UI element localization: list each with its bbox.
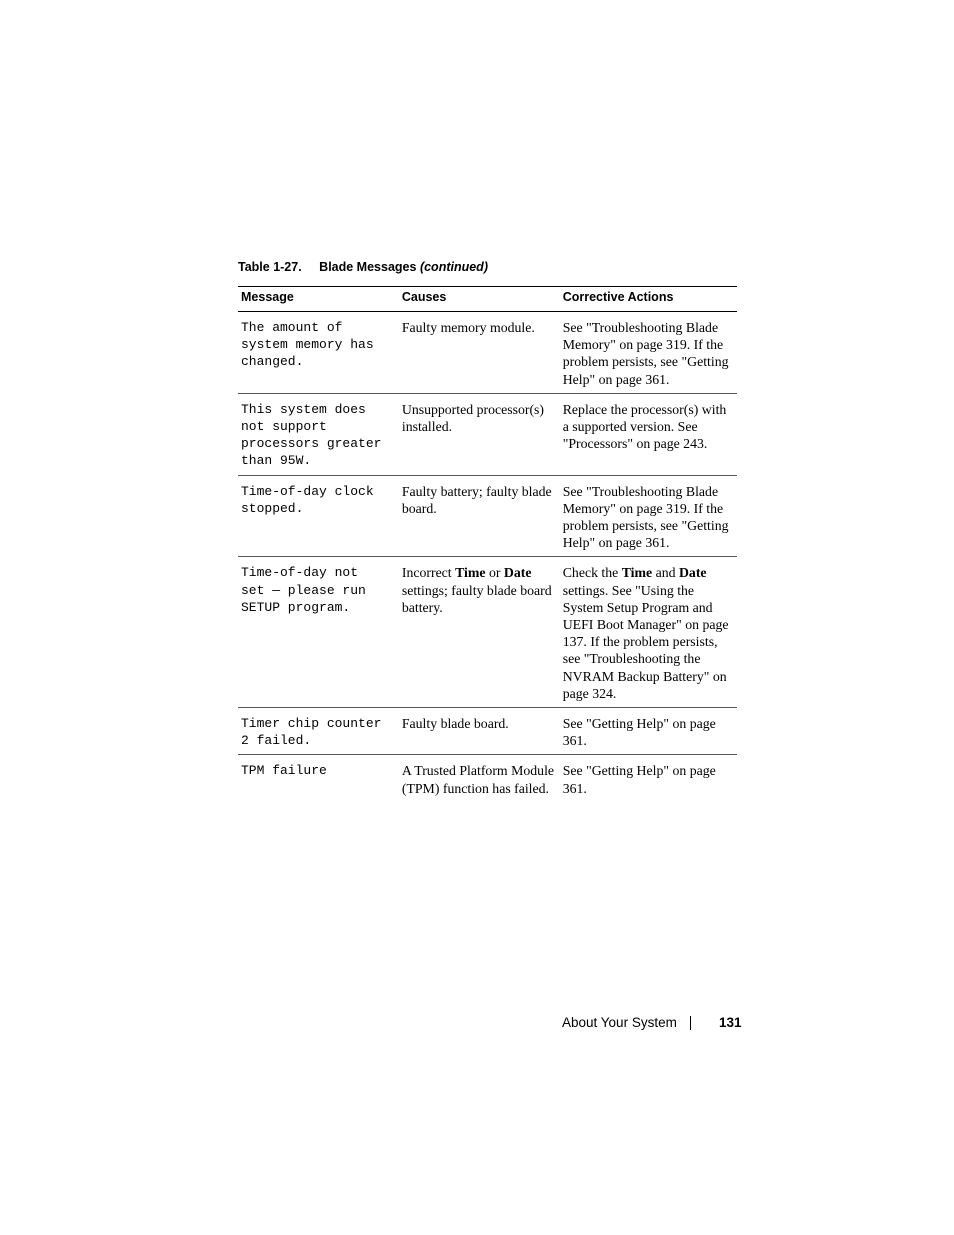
table-row [238, 755, 737, 802]
actions-text: settings. See "Using the System Setup Program and UEFI Boot Manager" on page 137. If the problem persists, see "Troubleshooting the NVRAM Backup Battery" on page 324. [562, 582, 729, 701]
header-causes: Causes [399, 287, 560, 312]
causes-text: or [485, 565, 504, 581]
actions-text: Check the [562, 565, 622, 581]
actions-cell [560, 557, 737, 708]
causes-cell: Faulty battery; faulty blade board. [399, 475, 560, 557]
table-row [238, 393, 737, 475]
causes-cell: Unsupported processor(s) installed. [399, 393, 560, 475]
table-title: Blade Messages [319, 260, 417, 274]
blade-messages-table [238, 286, 737, 802]
causes-cell: Faulty memory module. [399, 312, 560, 394]
table-continued-label: (continued) [419, 260, 488, 274]
message-cell: This system does not support processors greater than 95W. [238, 393, 399, 475]
causes-cell [399, 557, 560, 708]
table-row [238, 557, 737, 708]
message-cell: TPM failure [241, 763, 327, 779]
actions-cell: See "Getting Help" on page 361. [562, 763, 716, 796]
footer-section-title: About Your System [562, 1015, 677, 1030]
table-row [238, 475, 737, 557]
footer-divider [690, 1016, 691, 1030]
actions-cell: See "Troubleshooting Blade Memory" on page 319. If the problem persists, see "Getting Help" on page 361. [560, 312, 737, 394]
time-term: Time [621, 565, 653, 581]
time-term: Time [455, 565, 486, 581]
table-caption [238, 260, 488, 274]
message-cell: Time-of-day not set — please run SETUP program. [238, 557, 399, 708]
header-message: Message [238, 287, 399, 312]
actions-text: and [652, 565, 679, 581]
actions-cell: See "Getting Help" on page 361. [560, 708, 737, 755]
causes-text: Incorrect [401, 565, 456, 581]
message-cell: Time-of-day clock stopped. [238, 475, 399, 557]
table-row [238, 312, 737, 394]
date-term: Date [678, 565, 707, 581]
table-number: Table 1-27. [238, 260, 302, 274]
table-row [238, 708, 737, 755]
date-term: Date [503, 565, 532, 581]
message-cell: Timer chip counter 2 failed. [238, 708, 399, 755]
causes-cell: A Trusted Platform Module (TPM) function has failed. [401, 763, 555, 796]
message-cell: The amount of system memory has changed. [238, 312, 399, 394]
page-footer [562, 1015, 742, 1030]
causes-cell: Faulty blade board. [399, 708, 560, 755]
page-number: 131 [719, 1015, 742, 1030]
actions-cell: See "Troubleshooting Blade Memory" on page 319. If the problem persists, see "Getting Help" on page 361. [560, 475, 737, 557]
actions-cell: Replace the processor(s) with a supported version. See "Processors" on page 243. [560, 393, 737, 475]
header-corrective-actions: Corrective Actions [560, 287, 737, 312]
causes-text: settings; faulty blade board battery. [401, 582, 552, 615]
table-header-row [238, 287, 737, 312]
